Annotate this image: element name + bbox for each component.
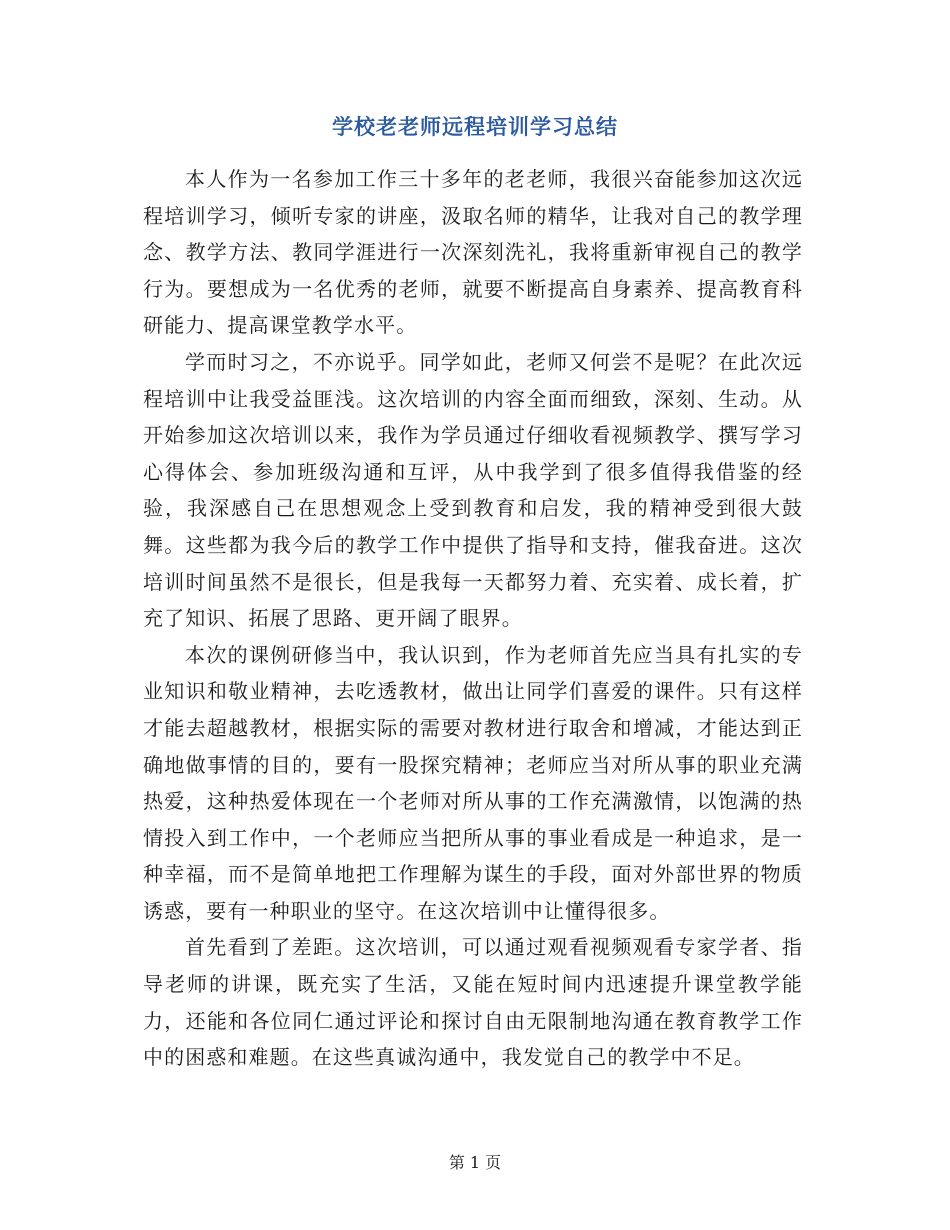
paragraph-3: 本次的课例研修当中，我认识到，作为老师首先应当具有扎实的专业知识和敬业精神，去吃透教材，做出让同学们喜爱的课件。只有这样才能去超越教材，根据实际的需要对教材进行取舍和增减，才能达到正确地做事情的目的，要有一股探究精神；老师应当对所从事的职业充满热爱，这种热爱体现在一个老师对所从事的工作充满激情，以饱满的热情投入到工作中，一个老师应当把所从事的事业看成是一种追求，是一种幸福，而不是简单地把工作理解为谋生的手段，面对外部世界的物质诱惑，要有一种职业的坚守。在这次培训中让懂得很多。: [143, 642, 803, 923]
paragraph-1: 本人作为一名参加工作三十多年的老老师，我很兴奋能参加这次远程培训学习，倾听专家的讲座，汲取名师的精华，让我对自己的教学理念、教学方法、教同学涯进行一次深刻洗礼，我将重新审视自己的教学行为。要想成为一名优秀的老师，就要不断提高自身素养、提高教育科研能力、提高课堂教学水平。: [143, 167, 803, 338]
document-body: [143, 161, 803, 1076]
document-title: 学校老老师远程培训学习总结: [332, 114, 618, 139]
paragraph-4: 首先看到了差距。这次培训，可以通过观看视频观看专家学者、指导老师的讲课，既充实了生活，又能在短时间内迅速提升课堂教学能力，还能和各位同仁通过评论和探讨自由无限制地沟通在教育教学工作中的困惑和难题。在这些真诚沟通中，我发觉自己的教学中不足。: [143, 935, 803, 1070]
paragraph-2: 学而时习之，不亦说乎。同学如此，老师又何尝不是呢？在此次远程培训中让我受益匪浅。这次培训的内容全面而细致，深刻、生动。从开始参加这次培训以来，我作为学员通过仔细收看视频教学、撰写学习心得体会、参加班级沟通和互评，从中我学到了很多值得我借鉴的经验，我深感自己在思想观念上受到教育和启发，我的精神受到很大鼓舞。这些都为我今后的教学工作中提供了指导和支持，催我奋进。这次培训时间虽然不是很长，但是我每一天都努力着、充实着、成长着，扩充了知识、拓展了思路、更开阔了眼界。: [143, 349, 803, 631]
page-number: 第 1 页: [448, 1153, 502, 1172]
